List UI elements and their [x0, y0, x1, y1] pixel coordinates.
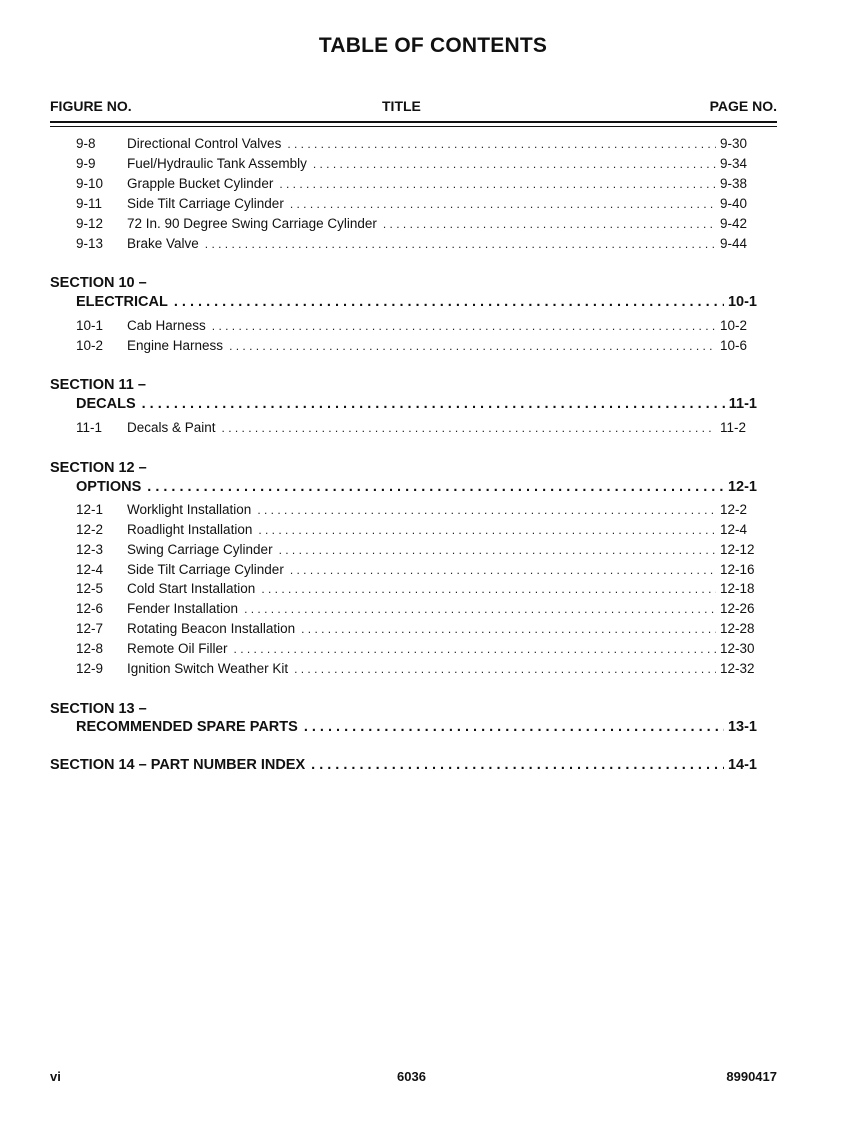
footer-doc-number: 8990417: [726, 1069, 777, 1084]
page-no-header: PAGE NO.: [709, 98, 777, 114]
figure-number: 12-3: [76, 542, 104, 557]
toc-section-13[interactable]: [76, 719, 757, 739]
section-name: ELECTRICAL: [76, 294, 168, 310]
section-name: RECOMMENDED SPARE PARTS: [76, 719, 298, 735]
dot-leader: [258, 523, 716, 537]
figure-title: Worklight Installation: [127, 502, 252, 517]
page-number: 9-30: [720, 136, 748, 151]
figure-title: Cab Harness: [127, 318, 206, 333]
figure-no-header: FIGURE NO.: [50, 98, 132, 114]
dot-leader: [313, 157, 716, 171]
page-number: 9-34: [720, 156, 748, 171]
page-number: 13-1: [727, 719, 757, 735]
figure-number: 10-1: [76, 318, 104, 333]
header-rule-thin: [50, 126, 777, 127]
page-number: 9-40: [720, 196, 748, 211]
dot-leader: [301, 622, 716, 636]
figure-number: 9-10: [76, 176, 104, 191]
page-number: 12-16: [720, 562, 755, 577]
figure-number: 9-8: [76, 136, 96, 151]
page-number: 11-1: [728, 396, 757, 412]
dot-leader: [234, 642, 716, 656]
dot-leader: [304, 719, 724, 735]
page-footer: [50, 1069, 777, 1087]
page-number: 10-2: [720, 318, 748, 333]
footer-page-label: vi: [50, 1069, 61, 1084]
figure-title: 72 In. 90 Degree Swing Carriage Cylinder: [127, 216, 377, 231]
dot-leader: [261, 582, 716, 596]
figure-title: Side Tilt Carriage Cylinder: [127, 196, 284, 211]
dot-leader: [212, 319, 716, 333]
section-name: OPTIONS: [76, 479, 142, 495]
toc-entry-12-3[interactable]: [76, 542, 758, 561]
page-number: 11-2: [720, 420, 747, 435]
page-number: 9-38: [720, 176, 748, 191]
page-number: 12-32: [720, 661, 755, 676]
page-number: 10-6: [720, 338, 748, 353]
toc-section-11[interactable]: [76, 396, 757, 416]
toc-entry-10-2[interactable]: [76, 338, 758, 357]
figure-title: Side Tilt Carriage Cylinder: [127, 562, 284, 577]
figure-number: 11-1: [76, 420, 103, 435]
toc-entry-11-1[interactable]: [76, 420, 758, 439]
figure-number: 10-2: [76, 338, 104, 353]
dot-leader: [142, 396, 725, 412]
figure-number: 9-12: [76, 216, 104, 231]
section-12-heading: SECTION 12 –: [50, 460, 147, 476]
toc-entry-12-8[interactable]: [76, 641, 758, 660]
toc-entry-9-9[interactable]: [76, 156, 758, 175]
toc-section-12[interactable]: [76, 479, 757, 499]
figure-title: Directional Control Valves: [127, 136, 282, 151]
figure-number: 12-6: [76, 601, 104, 616]
toc-entry-12-2[interactable]: [76, 522, 758, 541]
figure-number: 12-5: [76, 581, 104, 596]
toc-entry-9-8[interactable]: [76, 136, 758, 155]
toc-entry-12-5[interactable]: [76, 581, 758, 600]
figure-number: 9-13: [76, 236, 104, 251]
figure-title: Grapple Bucket Cylinder: [127, 176, 274, 191]
figure-title: Fender Installation: [127, 601, 239, 616]
dot-leader: [229, 339, 716, 353]
section-name: DECALS: [76, 396, 136, 412]
section-name: SECTION 14 – PART NUMBER INDEX: [50, 757, 306, 773]
header-rule-thick: [50, 121, 777, 123]
dot-leader: [279, 543, 716, 557]
figure-number: 12-1: [76, 502, 104, 517]
page-number: 10-1: [727, 294, 757, 310]
figure-title: Brake Valve: [127, 236, 199, 251]
dot-leader: [222, 421, 716, 435]
toc-entry-12-6[interactable]: [76, 601, 758, 620]
figure-title: Remote Oil Filler: [127, 641, 228, 656]
figure-title: Fuel/Hydraulic Tank Assembly: [127, 156, 307, 171]
toc-entry-9-13[interactable]: [76, 236, 758, 255]
dot-leader: [174, 294, 724, 310]
column-header: [50, 98, 777, 116]
toc-entry-12-7[interactable]: [76, 621, 758, 640]
toc-entry-9-12[interactable]: [76, 216, 758, 235]
page-title: TABLE OF CONTENTS: [318, 34, 548, 57]
dot-leader: [147, 479, 724, 495]
figure-number: 12-7: [76, 621, 104, 636]
figure-title: Cold Start Installation: [127, 581, 256, 596]
page-number: 12-28: [720, 621, 755, 636]
page-number: 12-4: [720, 522, 748, 537]
footer-model: 6036: [397, 1069, 426, 1084]
figure-title: Engine Harness: [127, 338, 224, 353]
page-number: 12-26: [720, 601, 755, 616]
toc-section-14[interactable]: [50, 757, 757, 777]
toc-entry-12-1[interactable]: [76, 502, 758, 521]
toc-entry-12-9[interactable]: [76, 661, 758, 680]
dot-leader: [294, 662, 716, 676]
section-10-heading: SECTION 10 –: [50, 275, 147, 291]
figure-title: Decals & Paint: [127, 420, 216, 435]
dot-leader: [205, 237, 716, 251]
toc-entry-9-11[interactable]: [76, 196, 758, 215]
section-11-heading: SECTION 11 –: [50, 377, 146, 393]
dot-leader: [290, 563, 716, 577]
dot-leader: [279, 177, 716, 191]
page-number: 9-44: [720, 236, 748, 251]
figure-title: Ignition Switch Weather Kit: [127, 661, 289, 676]
page-number: 12-1: [727, 479, 757, 495]
page-number: 14-1: [727, 757, 757, 773]
page-number: 12-2: [720, 502, 748, 517]
page-number: 9-42: [720, 216, 748, 231]
page-number: 12-30: [720, 641, 755, 656]
figure-number: 12-8: [76, 641, 104, 656]
figure-number: 9-9: [76, 156, 96, 171]
toc-entry-12-4[interactable]: [76, 562, 758, 581]
dot-leader: [311, 757, 724, 773]
figure-title: Roadlight Installation: [127, 522, 253, 537]
page-number: 12-18: [720, 581, 755, 596]
dot-leader: [287, 137, 716, 151]
figure-number: 12-9: [76, 661, 104, 676]
figure-number: 9-11: [76, 196, 103, 211]
page-number: 12-12: [720, 542, 755, 557]
dot-leader: [383, 217, 716, 231]
toc-section-10[interactable]: [76, 294, 757, 314]
toc-entry-10-1[interactable]: [76, 318, 758, 337]
dot-leader: [244, 602, 716, 616]
section-13-heading: SECTION 13 –: [50, 701, 147, 717]
dot-leader: [257, 503, 716, 517]
figure-number: 12-2: [76, 522, 104, 537]
figure-title: Rotating Beacon Installation: [127, 621, 296, 636]
title-header: TITLE: [382, 98, 421, 114]
dot-leader: [290, 197, 716, 211]
toc-entry-9-10[interactable]: [76, 176, 758, 195]
figure-number: 12-4: [76, 562, 104, 577]
figure-title: Swing Carriage Cylinder: [127, 542, 273, 557]
